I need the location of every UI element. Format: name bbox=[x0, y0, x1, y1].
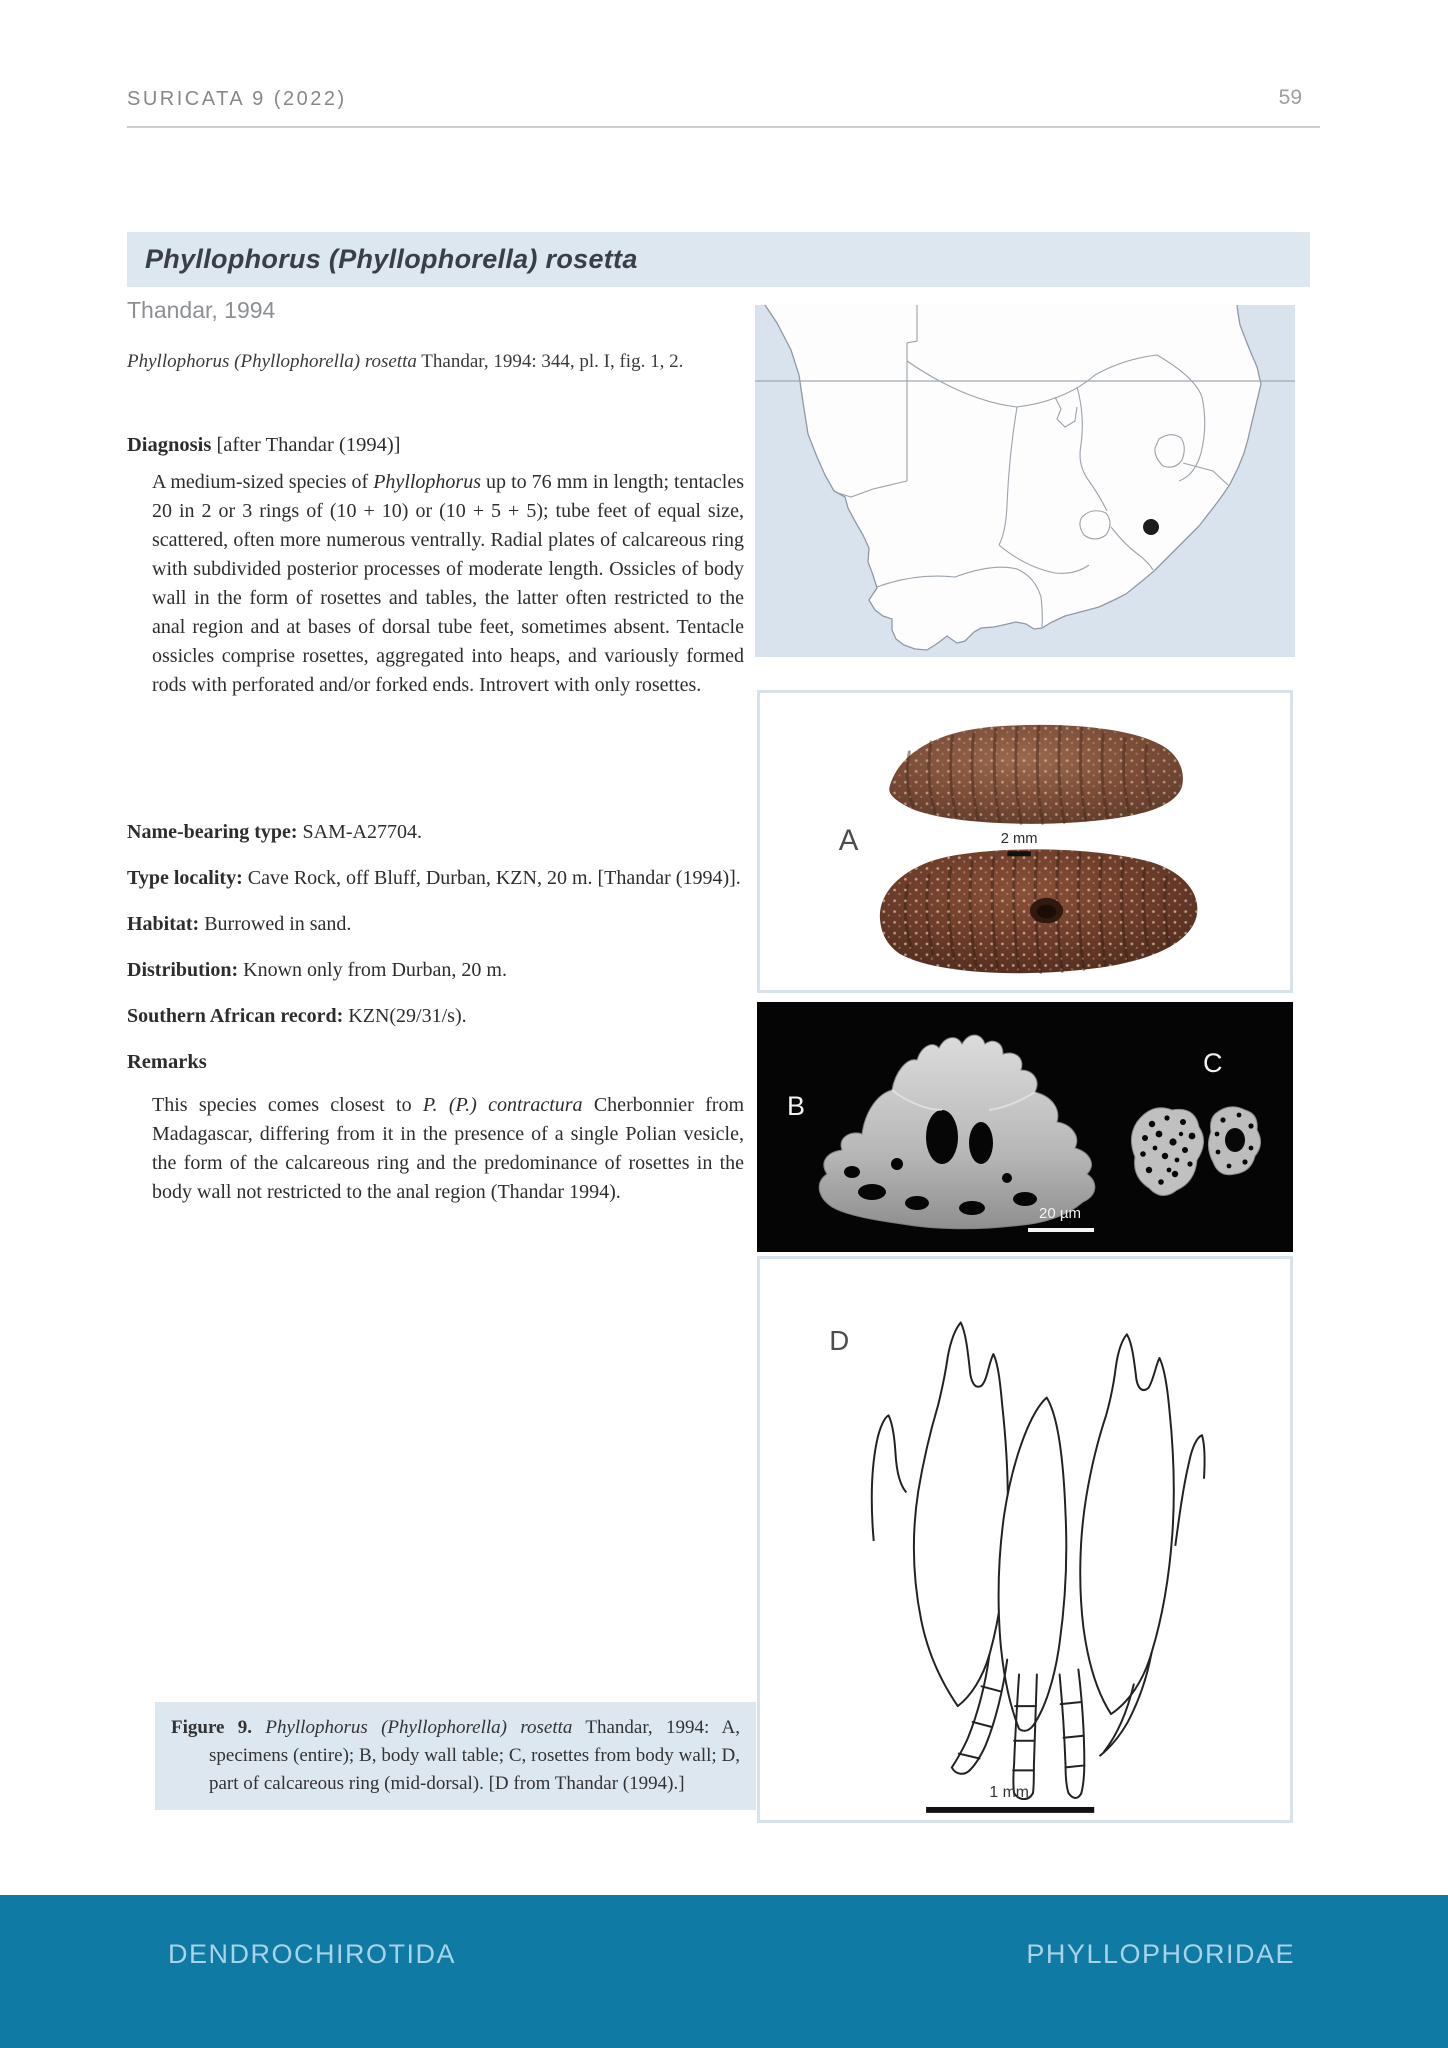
scale-label-1mm: 1 mm bbox=[989, 1784, 1029, 1802]
citation-reference: Thandar, 1994: 344, pl. I, fig. 1, 2. bbox=[416, 351, 684, 372]
diagnosis-text: A medium-sized species of bbox=[152, 471, 374, 493]
species-title-band bbox=[127, 232, 1310, 287]
footer-order: DENDROCHIROTIDA bbox=[168, 1939, 457, 1969]
taxon-entries bbox=[127, 818, 745, 1207]
remarks-heading: Remarks bbox=[127, 1051, 207, 1073]
diagnosis-heading-source: [after Thandar (1994)] bbox=[211, 434, 401, 456]
distribution-map bbox=[755, 305, 1295, 657]
specimen-photos bbox=[760, 693, 1290, 990]
entry-value: KZN(29/31/s). bbox=[343, 1005, 467, 1027]
entry-label: Name-bearing type: bbox=[127, 821, 298, 843]
diagnosis-genus-name: Phyllophorus bbox=[373, 471, 481, 493]
figure-caption-box bbox=[155, 1702, 756, 1810]
figure-panel-d bbox=[757, 1256, 1293, 1823]
remarks-species-name: P. (P.) contractura bbox=[422, 1094, 583, 1116]
entry-value: Burrowed in sand. bbox=[199, 913, 352, 935]
entry-label: Habitat: bbox=[127, 913, 200, 935]
entry-distribution bbox=[127, 956, 745, 985]
figure-caption-species: Phyllophorus (Phyllophorella) rosetta bbox=[252, 1717, 573, 1738]
citation-species-name: Phyllophorus (Phyllophorella) rosetta bbox=[127, 351, 417, 372]
scale-label-20um: 20 µm bbox=[1039, 1205, 1081, 1222]
entry-name-bearing-type bbox=[127, 818, 745, 847]
figure-caption bbox=[171, 1714, 740, 1798]
diagnosis-heading-label: Diagnosis bbox=[127, 434, 212, 456]
entry-value: Cave Rock, off Bluff, Durban, KZN, 20 m. [Thandar (1994)]. bbox=[242, 867, 741, 889]
specimen-hole-inner bbox=[1037, 905, 1057, 919]
author-line: Thandar, 1994 bbox=[127, 297, 276, 323]
record-location-dot bbox=[1143, 519, 1159, 535]
journal-header: SURICATA 9 (2022) bbox=[127, 88, 347, 110]
sem-micrograph bbox=[757, 1002, 1293, 1252]
figure-panel-bc bbox=[757, 1002, 1293, 1252]
specimen-photo-bottom bbox=[880, 849, 1197, 973]
entry-value: SAM-A27704. bbox=[297, 821, 422, 843]
specimen-photo-top bbox=[889, 725, 1183, 824]
calcareous-ring-drawing bbox=[760, 1259, 1290, 1820]
diagnosis-text-cont: up to 76 mm in length; tentacles 20 in 2 or 3 rings of (10 + 10) or (10 + 5 + 5); tube feet of equal size, scattered, often more numerous ventrally. Radial plates of calcareous ring with subdivided posterior processes of moderate length. Ossicles of body wall in the form of rosettes and tables, the latter often restricted to the anal region and at bases of dorsal tube feet, sometimes absent. Tentacle ossicles comprise rosettes, aggregated into heaps, and variously formed rods with perforated and/or forked ends. Introvert with only rosettes. bbox=[152, 471, 745, 696]
species-title: Phyllophorus (Phyllophorella) rosetta bbox=[145, 244, 638, 274]
header-rule bbox=[127, 126, 1320, 128]
diagnosis-heading bbox=[127, 434, 400, 457]
remarks-paragraph bbox=[152, 1091, 744, 1207]
entry-label: Southern African record: bbox=[127, 1005, 344, 1027]
page-number: 59 bbox=[1278, 86, 1302, 109]
panel-label-a: A bbox=[838, 823, 859, 857]
entry-habitat bbox=[127, 910, 745, 939]
entry-label: Distribution: bbox=[127, 959, 239, 981]
entry-value: Known only from Durban, 20 m. bbox=[238, 959, 507, 981]
synonymy-citation bbox=[127, 348, 747, 376]
south-africa-map bbox=[755, 305, 1295, 657]
figure-caption-text: Thandar, 1994: A, specimens (entire); B, body wall table; C, rosettes from body wall; D, part of calcareous ring (mid-dorsal). [D from Thandar (1994).] bbox=[209, 1717, 740, 1794]
remarks-text: This species comes closest to bbox=[152, 1094, 423, 1116]
footer-family: PHYLLOPHORIDAE bbox=[1026, 1939, 1295, 1969]
entry-southern-african-record bbox=[127, 1002, 745, 1031]
figure-panel-a bbox=[757, 690, 1293, 993]
diagnosis-paragraph bbox=[152, 468, 744, 700]
remarks-text-cont: Cherbonnier from Madagascar, differing from it in the presence of a single Polian vesicle, the form of the calcareous ring and the predominance of rosettes in the body wall not restricted to the anal region (Thandar 1994). bbox=[152, 1094, 744, 1203]
panel-label-b: B bbox=[787, 1091, 806, 1121]
panel-label-d: D bbox=[829, 1325, 850, 1357]
entry-label: Type locality: bbox=[127, 867, 243, 889]
scale-label-2mm: 2 mm bbox=[1000, 830, 1038, 847]
figure-caption-number: Figure 9. bbox=[171, 1717, 253, 1738]
panel-label-c: C bbox=[1203, 1048, 1223, 1078]
entry-type-locality bbox=[127, 864, 745, 893]
footer-band bbox=[0, 1895, 1448, 2048]
